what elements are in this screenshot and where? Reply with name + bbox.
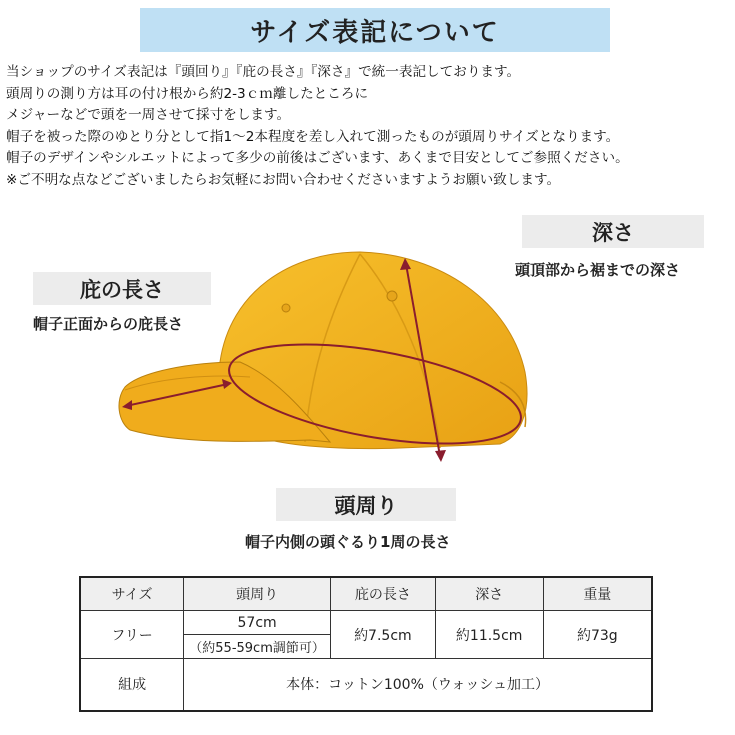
intro-line: 帽子を被った際のゆとり分として指1～2本程度を差し入れて測ったものが頭周りサイズとなります。 <box>6 128 620 145</box>
table-row <box>80 659 652 711</box>
depth-label: 深さ <box>522 215 704 248</box>
depth-arrow-head <box>435 450 446 462</box>
brim-label: 庇の長さ <box>33 272 211 305</box>
intro-line: 頭周りの測り方は耳の付け根から約2-3ｃｍ離したところに <box>6 85 369 102</box>
intro-line: 帽子のデザインやシルエットによって多少の前後はございます、あくまで目安としてご参照ください。 <box>6 150 629 166</box>
intro-line: ※ご不明な点などございましたらお気軽にお問い合わせくださいますようお願い致します。 <box>6 171 561 188</box>
table-header: 頭周り <box>184 577 331 611</box>
depth-cell: 約11.5cm <box>435 611 543 659</box>
table-row <box>80 611 652 635</box>
intro-line: メジャーなどで頭を一周させて採寸をします。 <box>6 107 291 123</box>
weight-cell: 約73g <box>543 611 652 659</box>
size-spec-table <box>79 576 653 712</box>
material-label-cell: 組成 <box>80 659 184 711</box>
page-title: サイズ表記について <box>140 8 610 52</box>
depth-description: 頭頂部から裾までの深さ <box>515 261 681 279</box>
table-header: 庇の長さ <box>330 577 435 611</box>
table-header-row <box>80 577 652 611</box>
head-description: 帽子内側の頭ぐるり1周の長さ <box>245 533 451 551</box>
head-cell: 57cm <box>184 611 331 635</box>
cap-eyelet <box>387 291 397 301</box>
head-note-cell: （約55-59cm調節可） <box>184 635 331 659</box>
table-header: 深さ <box>435 577 543 611</box>
intro-line: 当ショップのサイズ表記は『頭回り』『庇の長さ』『深さ』で統一表記しております。 <box>6 64 521 80</box>
material-cell: 本体：コットン100%（ウォッシュ加工） <box>184 659 652 711</box>
size-cell: フリー <box>80 611 184 659</box>
table-header: 重量 <box>543 577 652 611</box>
brim-description: 帽子正面からの庇長さ <box>33 315 184 333</box>
cap-eyelet <box>282 304 290 312</box>
table-header: サイズ <box>80 577 184 611</box>
cap-illustration <box>100 212 560 492</box>
head-label: 頭周り <box>276 488 456 521</box>
brim-cell: 約7.5cm <box>330 611 435 659</box>
intro-text <box>6 62 731 191</box>
